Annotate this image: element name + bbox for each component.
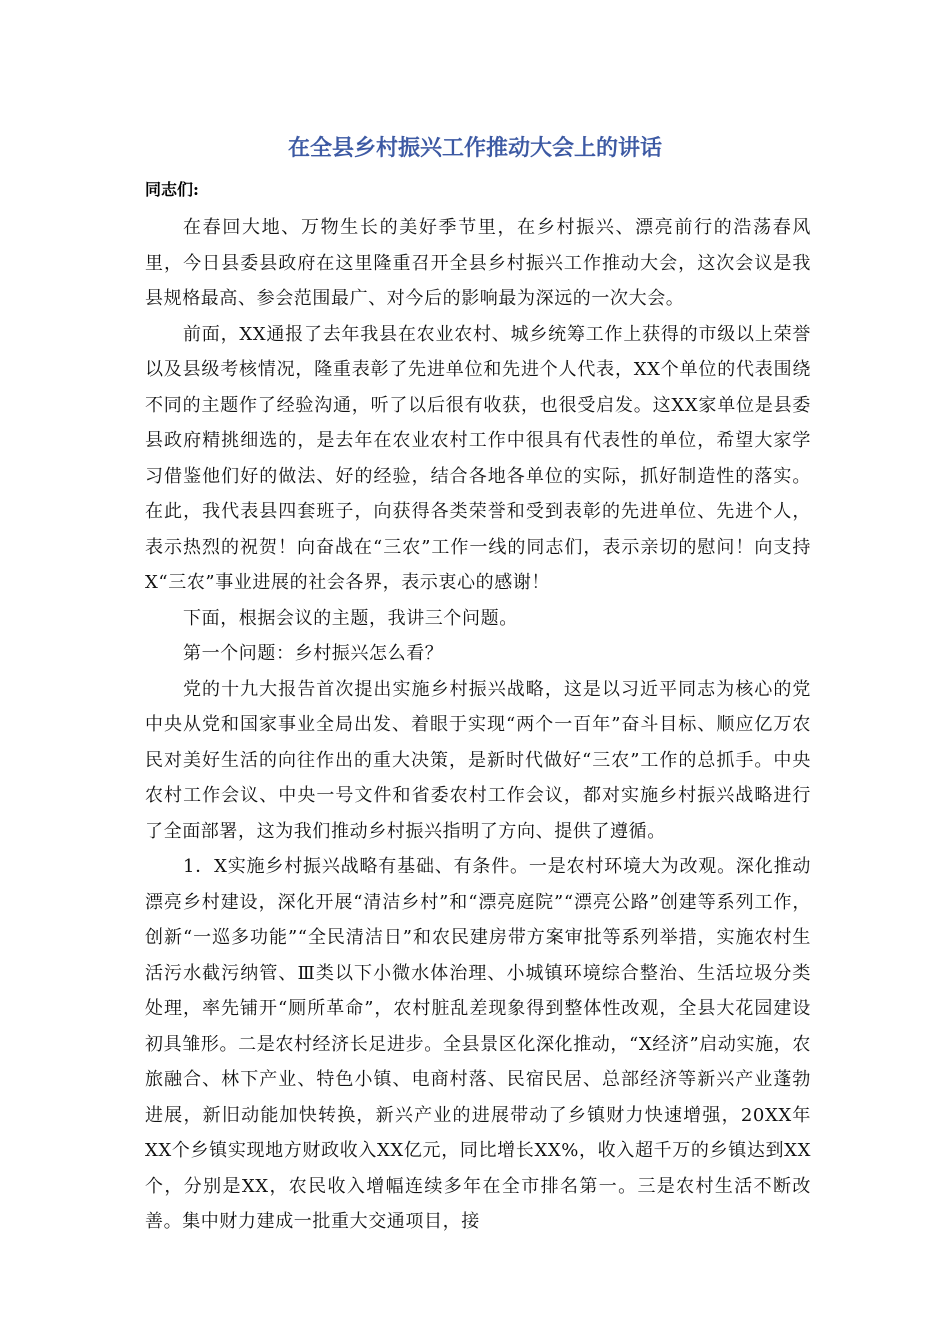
paragraph-point-1: 1．X实施乡村振兴战略有基础、有条件。一是农村环境大为改观。深化推动漂亮乡村建设，深化开展“清洁乡村”和“漂亮庭院”“漂亮公路”创建等系列工作，创新“一巡多功能”“全民清洁日”和农民建房带方案审批等系列举措，实施农村生活污水截污纳管、Ⅲ类以下小微水体治理、小城镇环境综合整治、生活垃圾分类处理，率先铺开“厕所革命”，农村脏乱差现象得到整体性改观，全县大花园建设初具雏形。二是农村经济长足进步。全县景区化深化推动，“X经济”启动实施，农旅融合、林下产业、特色小镇、电商村落、民宿民居、总部经济等新兴产业蓬勃进展，新旧动能加快转换，新兴产业的进展带动了乡镇财力快速增强，20XX年XX个乡镇实现地方财政收入XX亿元，同比增长XX%，收入超千万的乡镇达到XX个，分别是XX，农民收入增幅连续多年在全市排名第一。三是农村生活不断改善。集中财力建成一批重大交通项目，接 <box>145 856 811 1232</box>
paragraph-review: 前面，XX通报了去年我县在农业农村、城乡统筹工作上获得的市级以上荣誉以及县级考核情况，隆重表彰了先进单位和先进个人代表，XX个单位的代表围绕不同的主题作了经验沟通，听了以后很有收获，也很受启发。这XX家单位是县委县政府精挑细选的，是去年在农业农村工作中很具有代表性的单位，希望大家学习借鉴他们好的做法、好的经验，结合各地各单位的实际，抓好制造性的落实。在此，我代表县四套班子，向获得各类荣誉和受到表彰的先进单位、先进个人，表示热烈的祝贺！向奋战在“三农”工作一线的同志们，表示亲切的慰问！向支持X“三农”事业进展的社会各界，表示衷心的感谢！ <box>145 323 811 593</box>
paragraph-opening: 在春回大地、万物生长的美好季节里，在乡村振兴、漂亮前行的浩荡春风里，今日县委县政府在这里隆重召开全县乡村振兴工作推动大会，这次会议是我县规格最高、参会范围最广、对今后的影响最为深远的一次大会。 <box>145 217 811 309</box>
paragraph-heading-first-question: 第一个问题：乡村振兴怎么看？ <box>183 643 444 664</box>
document-title: 在全县乡村振兴工作推动大会上的讲话 <box>287 135 662 161</box>
paragraph-strategy: 党的十九大报告首次提出实施乡村振兴战略，这是以习近平同志为核心的党中央从党和国家事业全局出发、着眼于实现“两个一百年”奋斗目标、顺应亿万农民对美好生活的向往作出的重大决策，是新时代做好“三农”工作的总抓手。中央农村工作会议、中央一号文件和省委农村工作会议，都对实施乡村振兴战略进行了全面部署，这为我们推动乡村振兴指明了方向、提供了遵循。 <box>145 678 811 842</box>
document-body <box>145 210 811 1240</box>
paragraph-agenda: 下面，根据会议的主题，我讲三个问题。 <box>183 607 518 629</box>
salutation: 同志们: <box>145 180 199 199</box>
